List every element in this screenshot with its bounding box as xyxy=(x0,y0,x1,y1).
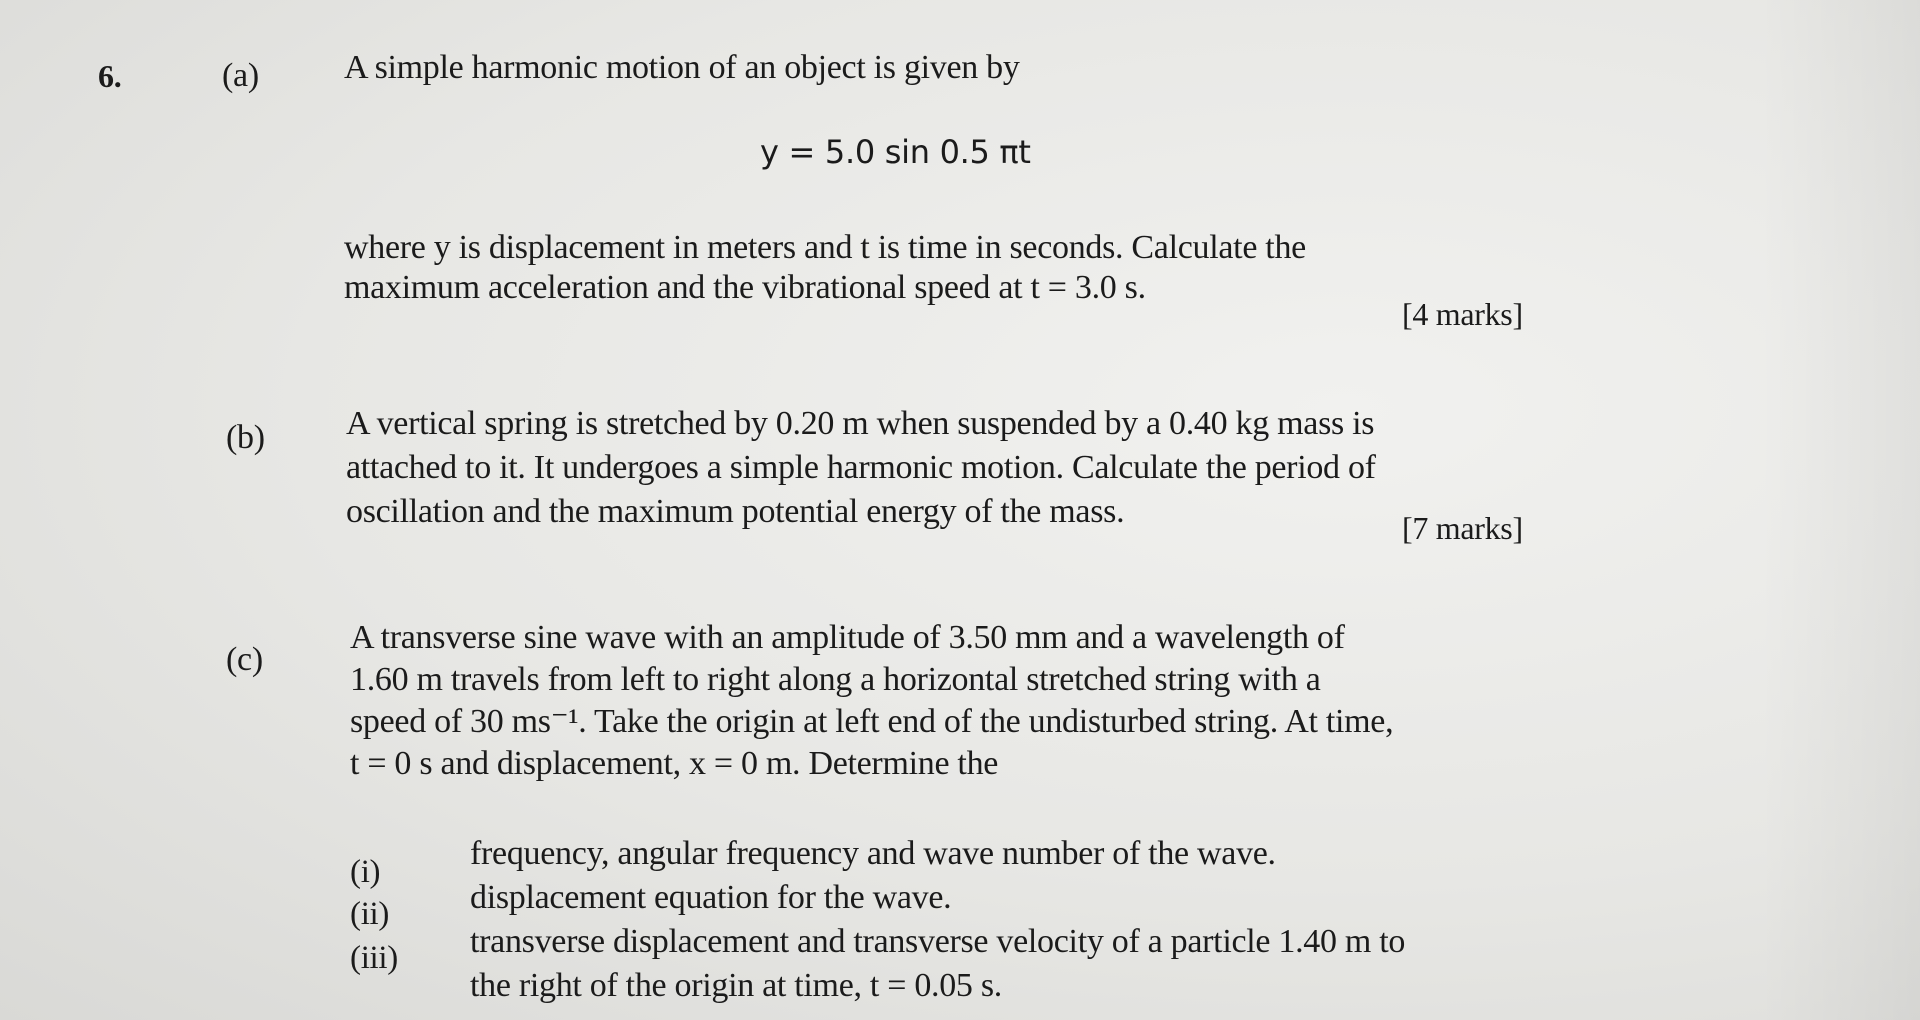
part-b-line-2: attached to it. It undergoes a simple harmonic motion. Calculate the period of xyxy=(346,449,1376,486)
part-a-label: (a) xyxy=(222,57,259,94)
part-a-line-1: where y is displacement in meters and t is time in seconds. Calculate the xyxy=(344,229,1306,266)
part-b-label: (b) xyxy=(226,419,265,456)
part-b-line-1: A vertical spring is stretched by 0.20 m when suspended by a 0.40 kg mass is xyxy=(346,405,1375,442)
part-a-marks: [4 marks] xyxy=(1402,296,1523,332)
part-a-equation: y = 5.0 sin 0.5 πt xyxy=(760,133,1031,171)
part-a-line-2: maximum acceleration and the vibrational speed at t = 3.0 s. xyxy=(344,269,1146,306)
part-c-line-3: speed of 30 ms⁻¹. Take the origin at left end of the undisturbed string. At time, xyxy=(350,703,1394,740)
question-number: 6. xyxy=(98,58,122,94)
part-c-label: (c) xyxy=(226,641,263,678)
part-b-line-3: oscillation and the maximum potential energy of the mass. xyxy=(346,493,1125,530)
part-b-marks: [7 marks] xyxy=(1402,510,1523,546)
part-c-line-4: t = 0 s and displacement, x = 0 m. Determine the xyxy=(350,745,999,782)
subpart-ii-text: displacement equation for the wave. xyxy=(470,879,952,916)
subpart-iii-text: transverse displacement and transverse velocity of a particle 1.40 m to xyxy=(470,923,1406,960)
subpart-i-text: frequency, angular frequency and wave number of the wave. xyxy=(470,835,1276,872)
paper-shadow xyxy=(1760,0,1920,1020)
part-a-intro: A simple harmonic motion of an object is given by xyxy=(344,49,1020,86)
subpart-ii-label: (ii) xyxy=(350,896,390,932)
part-c-line-1: A transverse sine wave with an amplitude of 3.50 mm and a wavelength of xyxy=(350,619,1345,656)
part-c-line-2: 1.60 m travels from left to right along a horizontal stretched string with a xyxy=(350,661,1321,698)
subpart-iii-label: (iii) xyxy=(350,940,398,976)
subpart-i-label: (i) xyxy=(350,854,381,890)
subpart-iii-text-line-2: the right of the origin at time, t = 0.05 s. xyxy=(470,967,1002,1004)
